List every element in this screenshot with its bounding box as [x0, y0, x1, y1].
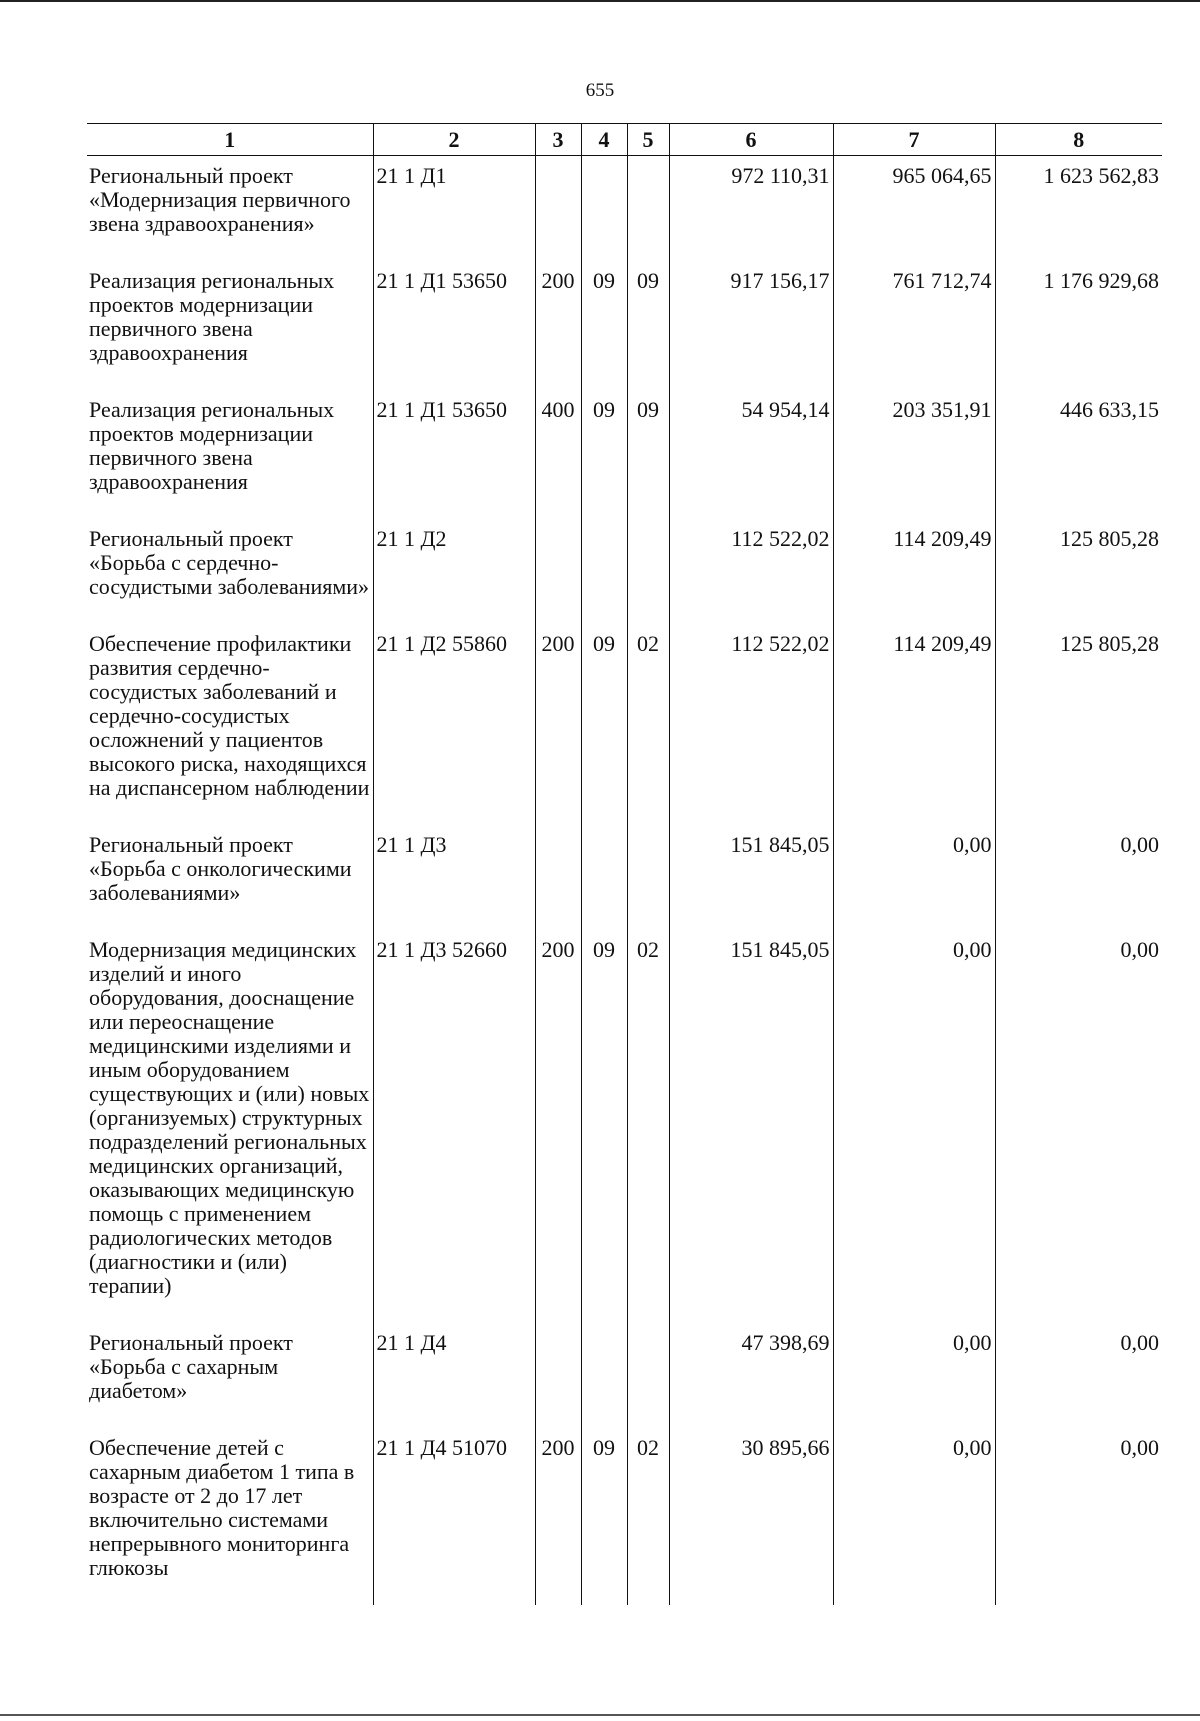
- amount-col6-cell: 917 156,17: [669, 261, 833, 390]
- section-cell: [581, 1323, 627, 1428]
- table-row: [87, 1323, 1162, 1428]
- amount-col8-cell: 1 623 562,83: [995, 156, 1162, 262]
- budget-code-cell: 21 1 Д1: [373, 156, 535, 262]
- table-row: [87, 930, 1162, 1323]
- amount-col7-cell: 0,00: [833, 930, 995, 1323]
- budget-code-cell: 21 1 Д3: [373, 825, 535, 930]
- amount-col7-cell: 0,00: [833, 1428, 995, 1605]
- section-cell: [581, 519, 627, 624]
- column-header: 4: [581, 124, 627, 156]
- table-row: [87, 156, 1162, 262]
- expense-type-cell: 400: [535, 390, 581, 519]
- subsection-cell: 02: [627, 1428, 669, 1605]
- amount-col6-cell: 151 845,05: [669, 930, 833, 1323]
- section-cell: 09: [581, 390, 627, 519]
- row-name-cell: Обеспечение детей с сахарным диабетом 1 типа в возрасте от 2 до 17 лет включительно системами непрерывного мониторинга глюкозы: [89, 1435, 355, 1580]
- header-row: [87, 124, 1162, 156]
- table-row: [87, 1428, 1162, 1605]
- expense-type-cell: [535, 519, 581, 624]
- amount-col8-cell: 0,00: [995, 1323, 1162, 1428]
- section-cell: 09: [581, 1428, 627, 1605]
- amount-col7-cell: 114 209,49: [833, 624, 995, 825]
- table-row: [87, 261, 1162, 390]
- amount-col7-cell: 761 712,74: [833, 261, 995, 390]
- amount-col8-cell: 0,00: [995, 825, 1162, 930]
- amount-col8-cell: 0,00: [995, 930, 1162, 1323]
- section-cell: [581, 825, 627, 930]
- amount-col7-cell: 965 064,65: [833, 156, 995, 262]
- amount-col8-cell: 125 805,28: [995, 519, 1162, 624]
- amount-col6-cell: 54 954,14: [669, 390, 833, 519]
- subsection-cell: [627, 825, 669, 930]
- table-row: [87, 390, 1162, 519]
- column-header: 7: [833, 124, 995, 156]
- subsection-cell: 02: [627, 624, 669, 825]
- subsection-cell: 02: [627, 930, 669, 1323]
- row-name-cell: Обеспечение профилактики развития сердечно-сосудистых заболеваний и сердечно-сосудистых осложнений у пациентов высокого риска, находящихся на диспансерном наблюдении: [89, 631, 370, 800]
- amount-col6-cell: 972 110,31: [669, 156, 833, 262]
- subsection-cell: 09: [627, 261, 669, 390]
- budget-code-cell: 21 1 Д2 55860: [373, 624, 535, 825]
- table-body: [87, 156, 1162, 1606]
- column-header: 1: [87, 124, 373, 156]
- amount-col7-cell: 0,00: [833, 825, 995, 930]
- section-cell: 09: [581, 930, 627, 1323]
- amount-col8-cell: 446 633,15: [995, 390, 1162, 519]
- top-border-line: [0, 0, 1200, 2]
- amount-col8-cell: 1 176 929,68: [995, 261, 1162, 390]
- budget-code-cell: 21 1 Д4: [373, 1323, 535, 1428]
- expense-type-cell: [535, 825, 581, 930]
- row-name-cell: Реализация региональных проектов модернизации первичного звена здравоохранения: [89, 268, 335, 365]
- subsection-cell: [627, 519, 669, 624]
- row-name-cell: Реализация региональных проектов модернизации первичного звена здравоохранения: [89, 397, 335, 494]
- row-name-cell: Региональный проект «Модернизация первичного звена здравоохранения»: [89, 163, 351, 236]
- amount-col8-cell: 0,00: [995, 1428, 1162, 1605]
- column-header: 3: [535, 124, 581, 156]
- expense-type-cell: 200: [535, 624, 581, 825]
- budget-code-cell: 21 1 Д3 52660: [373, 930, 535, 1323]
- expense-type-cell: 200: [535, 930, 581, 1323]
- bottom-border-line: [0, 1714, 1200, 1716]
- table-row: [87, 825, 1162, 930]
- amount-col6-cell: 112 522,02: [669, 624, 833, 825]
- subsection-cell: [627, 156, 669, 262]
- budget-code-cell: 21 1 Д1 53650: [373, 390, 535, 519]
- amount-col8-cell: 125 805,28: [995, 624, 1162, 825]
- page-number: 655: [585, 80, 615, 101]
- subsection-cell: [627, 1323, 669, 1428]
- row-name-cell: Модернизация медицинских изделий и иного оборудования, дооснащение или переоснащение медицинскими изделиями и иным оборудованием существующих и (или) новых (организуемых) структурных подразделений региональных медицинских организаций, оказывающих медицинскую помощь с применением радиологических методов (диагностики и (или) терапии): [89, 937, 370, 1298]
- column-header: 8: [995, 124, 1162, 156]
- amount-col7-cell: 0,00: [833, 1323, 995, 1428]
- section-cell: 09: [581, 624, 627, 825]
- expense-type-cell: [535, 156, 581, 262]
- column-header: 6: [669, 124, 833, 156]
- column-header: 2: [373, 124, 535, 156]
- table-row: [87, 624, 1162, 825]
- budget-table: [87, 123, 1162, 1605]
- subsection-cell: 09: [627, 390, 669, 519]
- amount-col7-cell: 203 351,91: [833, 390, 995, 519]
- budget-code-cell: 21 1 Д2: [373, 519, 535, 624]
- budget-code-cell: 21 1 Д4 51070: [373, 1428, 535, 1605]
- expense-type-cell: [535, 1323, 581, 1428]
- section-cell: [581, 156, 627, 262]
- section-cell: 09: [581, 261, 627, 390]
- row-name-cell: Региональный проект «Борьба с сахарным диабетом»: [89, 1330, 293, 1403]
- row-name-cell: Региональный проект «Борьба с онкологическими заболеваниями»: [89, 832, 352, 905]
- row-name-cell: Региональный проект «Борьба с сердечно-сосудистыми заболеваниями»: [89, 526, 370, 599]
- amount-col6-cell: 112 522,02: [669, 519, 833, 624]
- budget-code-cell: 21 1 Д1 53650: [373, 261, 535, 390]
- expense-type-cell: 200: [535, 1428, 581, 1605]
- column-header: 5: [627, 124, 669, 156]
- amount-col7-cell: 114 209,49: [833, 519, 995, 624]
- table-row: [87, 519, 1162, 624]
- amount-col6-cell: 47 398,69: [669, 1323, 833, 1428]
- expense-type-cell: 200: [535, 261, 581, 390]
- amount-col6-cell: 151 845,05: [669, 825, 833, 930]
- amount-col6-cell: 30 895,66: [669, 1428, 833, 1605]
